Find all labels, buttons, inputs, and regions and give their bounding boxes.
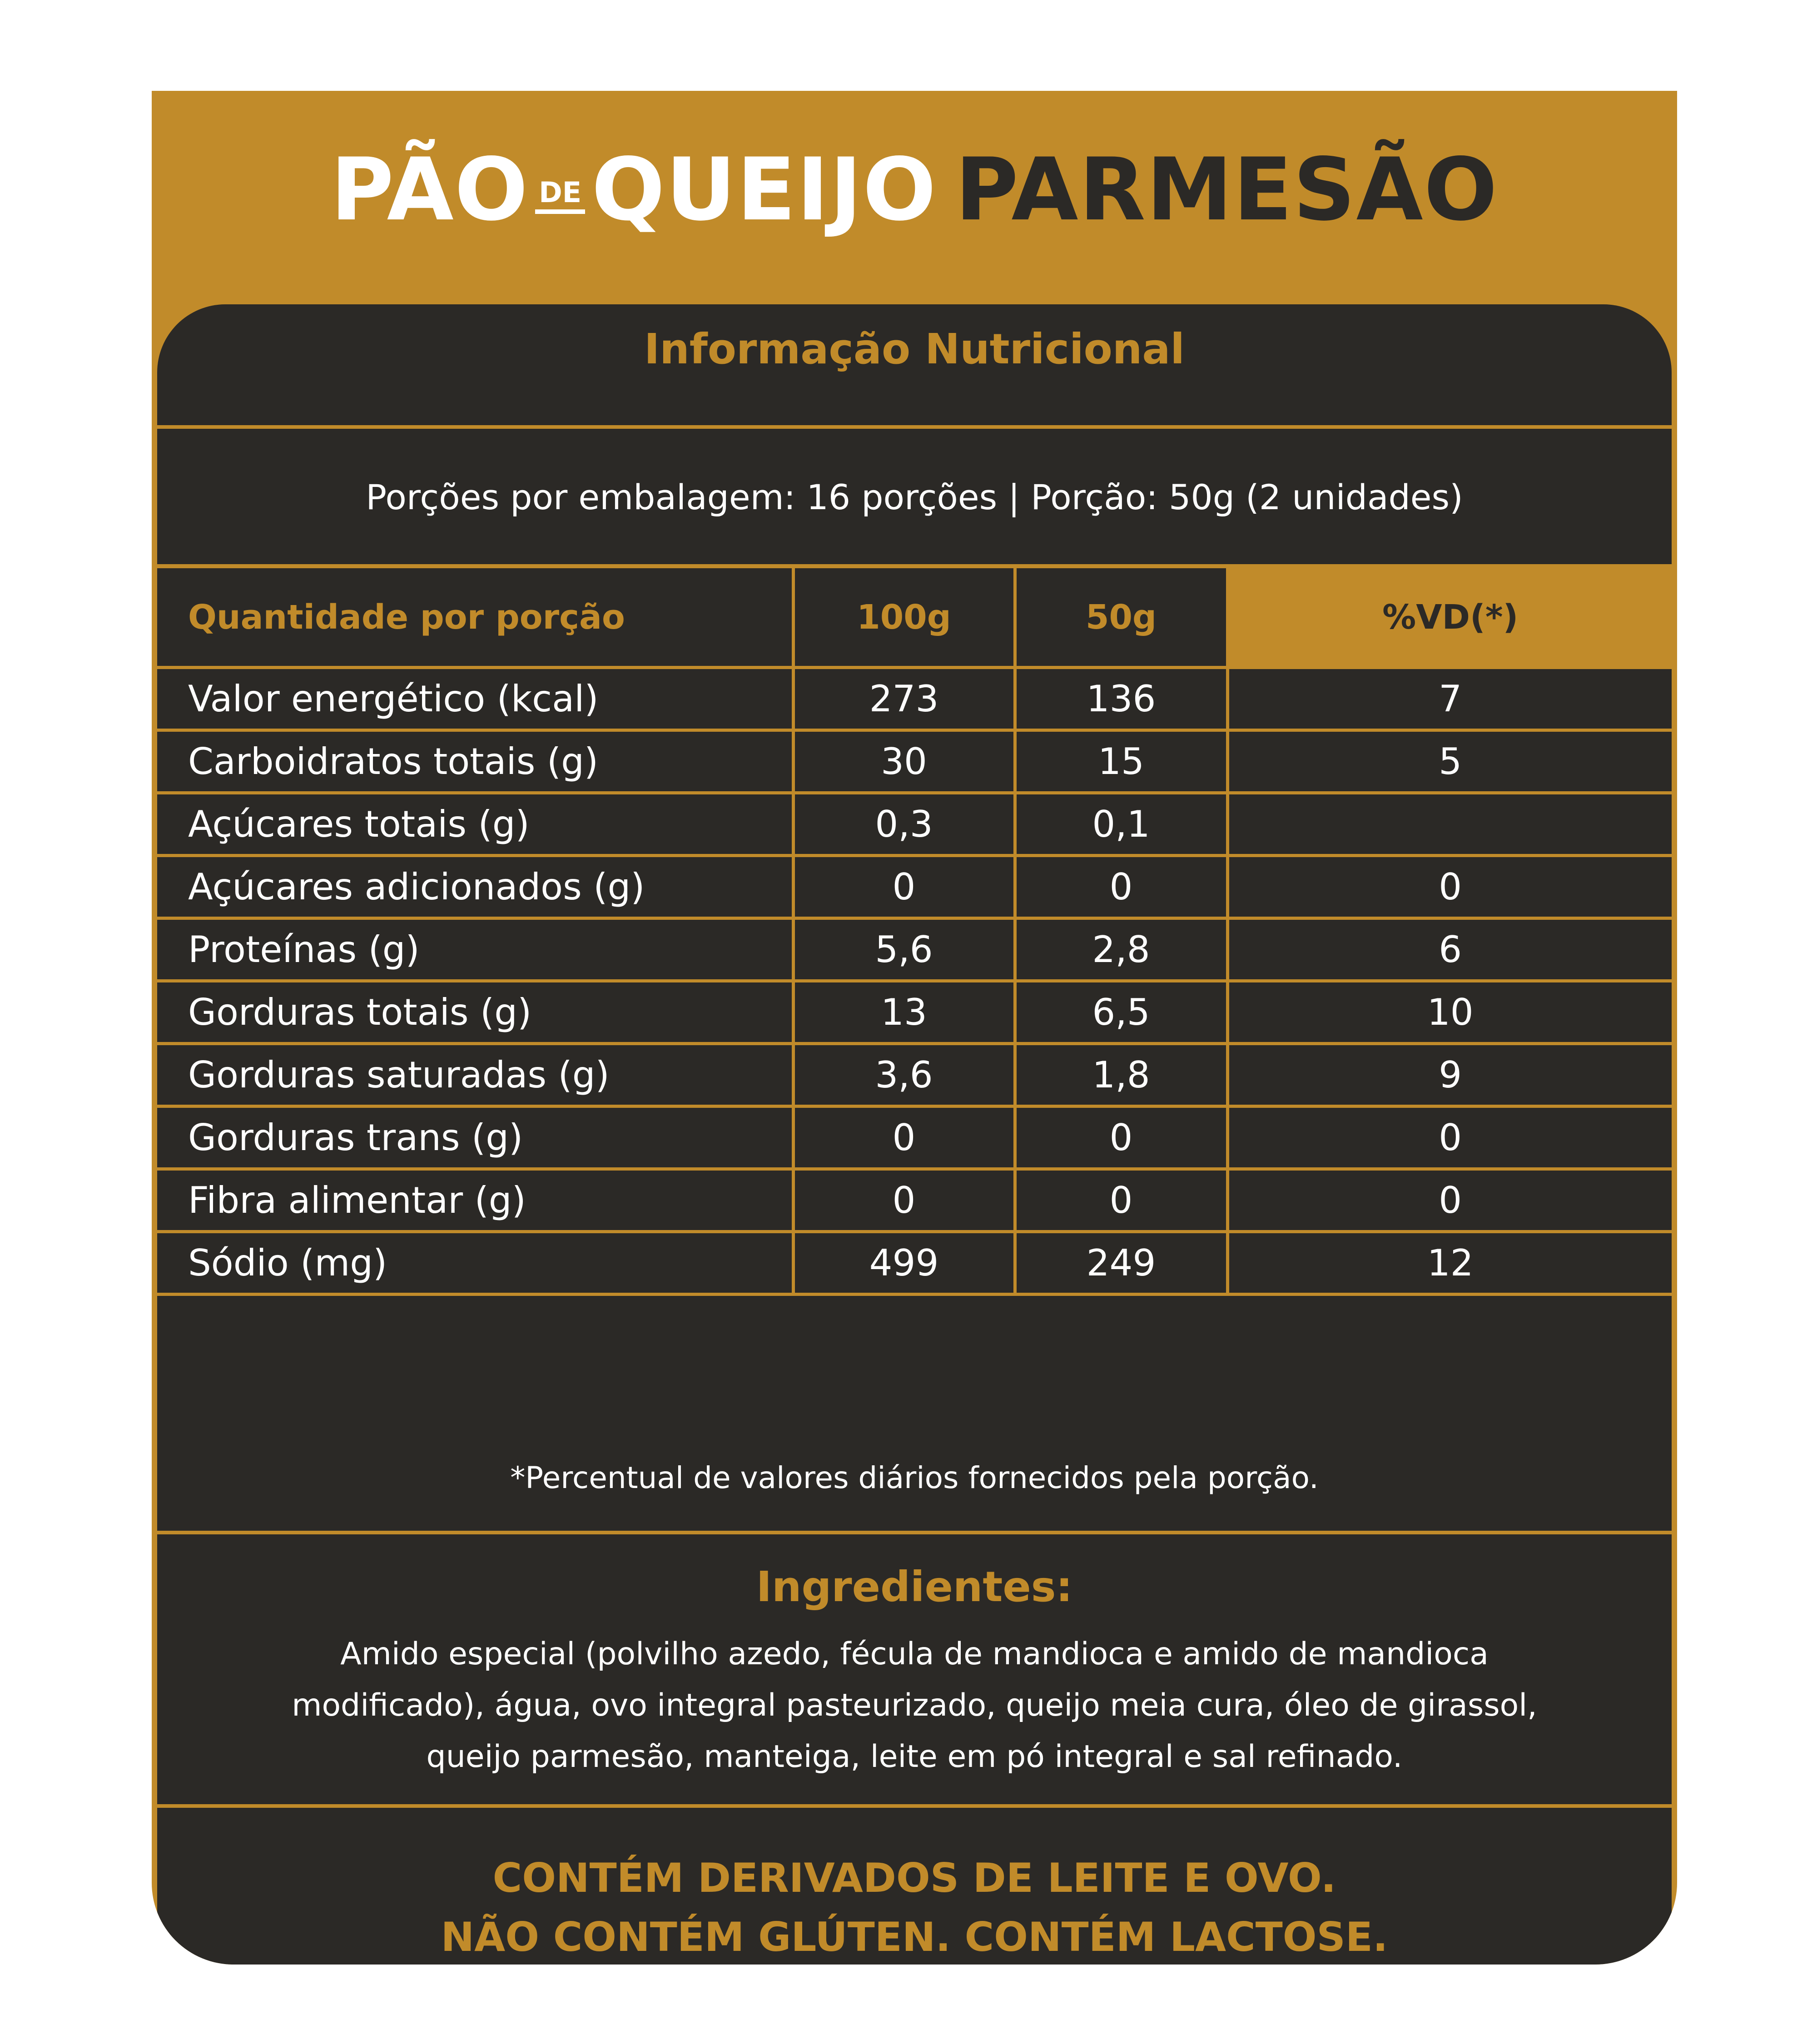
value-50g: 2,8 — [1015, 918, 1227, 981]
value-100g: 13 — [793, 981, 1015, 1044]
value-50g: 1,8 — [1015, 1044, 1227, 1106]
header-quantity: Quantidade por porção — [157, 567, 793, 668]
title-word-parmesao: PARMESÃO — [955, 139, 1499, 240]
value-100g: 499 — [793, 1232, 1015, 1295]
header-100g: 100g — [793, 567, 1015, 668]
allergen-warning-1: CONTÉM DERIVADOS DE LEITE E OVO. — [492, 1855, 1336, 1901]
value-vd: 0 — [1227, 856, 1672, 918]
nutrient-name: Açúcares totais (g) — [157, 793, 793, 856]
value-50g: 249 — [1015, 1232, 1227, 1295]
divider-ingredients — [157, 1804, 1672, 1808]
value-50g: 0 — [1015, 1169, 1227, 1232]
nutrition-title: Informação Nutricional — [644, 325, 1185, 373]
value-100g: 3,6 — [793, 1044, 1015, 1106]
ingredients-title: Ingredientes: — [756, 1563, 1073, 1611]
nutrient-name: Açúcares adicionados (g) — [157, 856, 793, 918]
footnote: *Percentual de valores diários fornecidos pela porção. — [510, 1460, 1319, 1495]
table-row — [157, 1106, 1672, 1169]
value-50g: 15 — [1015, 730, 1227, 793]
table-row — [157, 1044, 1672, 1106]
nutrient-name: Gorduras totais (g) — [157, 981, 793, 1044]
value-50g: 136 — [1015, 668, 1227, 730]
value-vd: 0 — [1227, 1169, 1672, 1232]
value-vd — [1227, 793, 1672, 856]
title-de-text: DE — [539, 175, 582, 209]
allergen-warning-2: NÃO CONTÉM GLÚTEN. CONTÉM LACTOSE. — [441, 1914, 1388, 1960]
value-100g: 0,3 — [793, 793, 1015, 856]
table-row — [157, 1232, 1672, 1295]
nutrition-label-card — [152, 91, 1677, 1965]
title-word-queijo: QUEIJO — [591, 139, 937, 240]
value-vd: 5 — [1227, 730, 1672, 793]
header-vd: %VD(*) — [1227, 567, 1672, 668]
divider-footnote — [157, 1531, 1672, 1534]
value-50g: 0,1 — [1015, 793, 1227, 856]
table-row — [157, 856, 1672, 918]
nutrient-name: Gorduras trans (g) — [157, 1106, 793, 1169]
value-vd: 0 — [1227, 1106, 1672, 1169]
value-vd: 10 — [1227, 981, 1672, 1044]
table-row — [157, 730, 1672, 793]
title-word-pao: PÃO — [330, 139, 529, 240]
value-vd: 9 — [1227, 1044, 1672, 1106]
divider-title — [157, 425, 1672, 429]
value-50g: 0 — [1015, 1106, 1227, 1169]
value-100g: 0 — [793, 1106, 1015, 1169]
nutrient-name: Gorduras saturadas (g) — [157, 1044, 793, 1106]
table-row — [157, 918, 1672, 981]
value-vd: 12 — [1227, 1232, 1672, 1295]
ingredients-text: Amido especial (polvilho azedo, fécula de mandioca e amido de mandioca modificado), água, ovo integral pasteurizado, queijo meia cura, óleo de girassol, queijo parmesão, manteiga, leite em pó integral e sal refinado. — [292, 1636, 1537, 1775]
title-word-de — [535, 175, 585, 214]
table-row — [157, 981, 1672, 1044]
nutrition-table — [157, 565, 1672, 1296]
value-100g: 273 — [793, 668, 1015, 730]
value-50g: 6,5 — [1015, 981, 1227, 1044]
nutrient-name: Sódio (mg) — [157, 1232, 793, 1295]
header-50g: 50g — [1015, 567, 1227, 668]
table-row — [157, 1169, 1672, 1232]
table-row — [157, 668, 1672, 730]
title-de-underline — [535, 209, 585, 214]
table-row — [157, 793, 1672, 856]
value-100g: 30 — [793, 730, 1015, 793]
nutrient-name: Carboidratos totais (g) — [157, 730, 793, 793]
nutrition-panel — [157, 304, 1672, 1965]
table-header-row — [157, 567, 1672, 668]
product-title — [152, 91, 1677, 307]
nutrient-name: Valor energético (kcal) — [157, 668, 793, 730]
value-50g: 0 — [1015, 856, 1227, 918]
value-100g: 5,6 — [793, 918, 1015, 981]
nutrient-name: Proteínas (g) — [157, 918, 793, 981]
serving-info: Porções por embalagem: 16 porções | Porção: 50g (2 unidades) — [366, 477, 1463, 517]
value-100g: 0 — [793, 1169, 1015, 1232]
nutrient-name: Fibra alimentar (g) — [157, 1169, 793, 1232]
value-vd: 6 — [1227, 918, 1672, 981]
value-vd: 7 — [1227, 668, 1672, 730]
value-100g: 0 — [793, 856, 1015, 918]
